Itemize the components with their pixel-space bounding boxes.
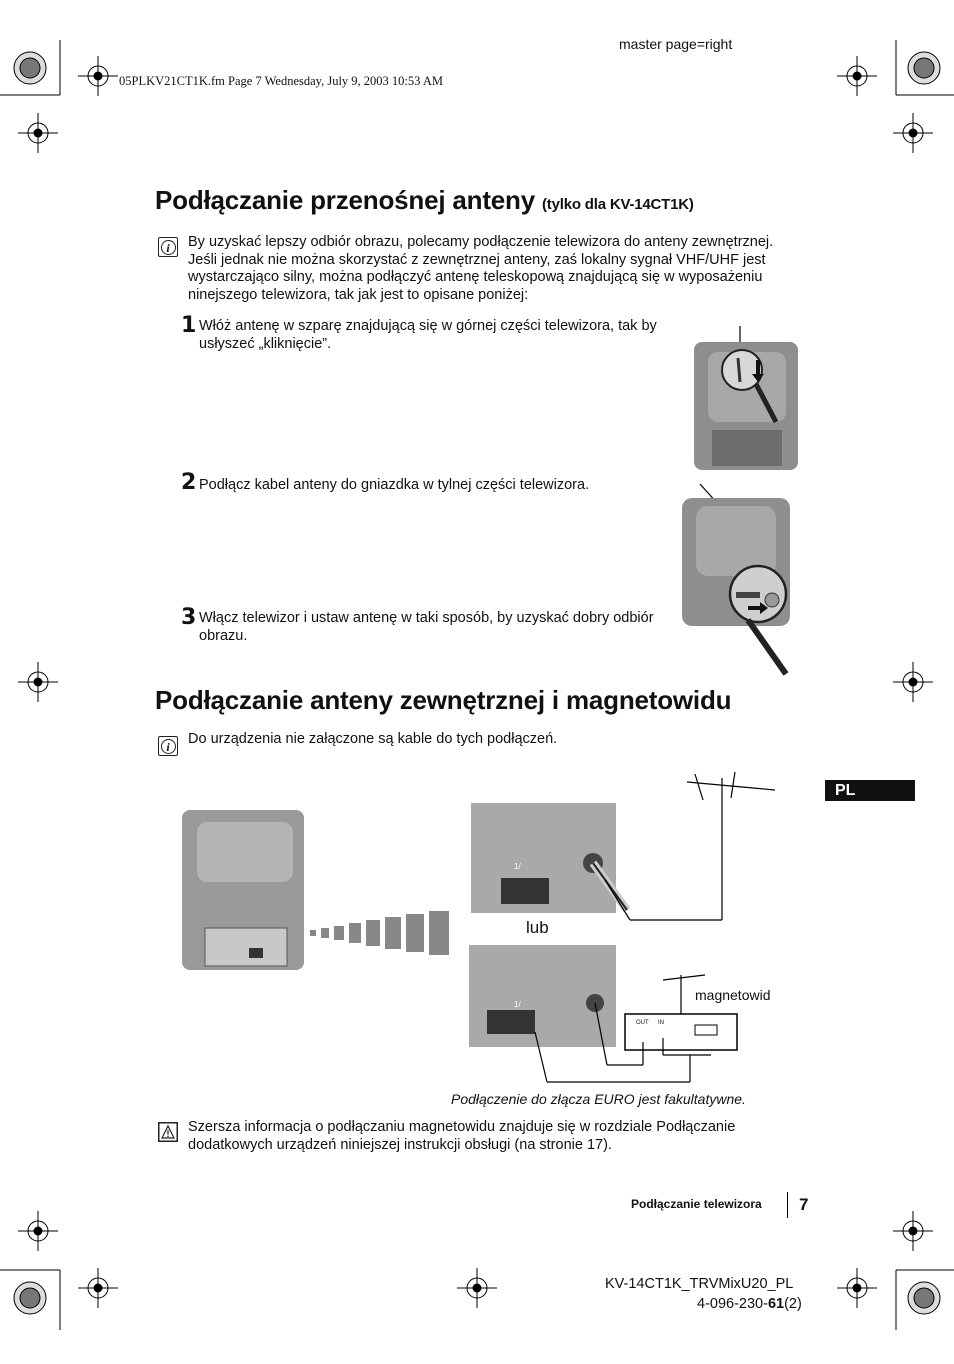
page-number: 7 xyxy=(799,1195,809,1214)
label-or: lub xyxy=(526,918,549,937)
part-number-prefix: 4-096-230- xyxy=(697,1296,768,1312)
step-number: 1 xyxy=(181,313,197,338)
warning-text: Szersza informacja o podłączaniu magnetowidu znajduje się w rozdziale Podłączanie dodatkowych urządzeń niniejszej instrukcji obsługi (na stronie 17). xyxy=(188,1119,736,1153)
tv-cable-connect-illustration xyxy=(678,478,798,678)
step-number: 3 xyxy=(181,605,197,630)
scart-label: 1/ xyxy=(514,1000,521,1009)
connection-diagram xyxy=(175,770,785,1090)
section-title-portable-antenna xyxy=(155,185,694,216)
footer-divider xyxy=(787,1192,788,1218)
master-page-label: master page=right xyxy=(619,36,733,52)
step-number: 2 xyxy=(181,470,197,495)
diagram-caption: Podłączenie do złącza EURO jest fakultatywne. xyxy=(451,1091,746,1107)
part-number-bold: 61 xyxy=(767,1296,785,1312)
step-text: Włącz telewizor i ustaw antenę w taki sposób, by uzyskać dobry odbiór obrazu. xyxy=(199,610,654,644)
section-title-external-antenna-vcr: Podłączanie anteny zewnętrznej i magnetowidu xyxy=(155,685,732,715)
file-info: 05PLKV21CT1K.fm Page 7 Wednesday, July 9, 2003 10:53 AM xyxy=(119,74,443,88)
warning-triangle-icon xyxy=(158,1122,178,1142)
info-icon: i xyxy=(158,736,178,756)
label-vcr-out: OUT xyxy=(636,1020,649,1026)
footer-section-name: Podłączanie telewizora xyxy=(631,1197,762,1211)
part-number xyxy=(697,1296,802,1312)
label-vcr-in: IN xyxy=(658,1020,664,1026)
info-paragraph: By uzyskać lepszy odbiór obrazu, polecamy podłączenie telewizora do anteny zewnętrznej. Jeśli jednak nie można skorzystać z zewnętrznej anteny, zaś lokalny sygnał VHF/UHF jest wystarczająco silny, można podłączyć antenę teleskopową znajdującą się w wyposażeniu ninejszego telewizora, tak jak jest to opisane poniżej: xyxy=(188,234,774,303)
title-suffix: (tylko dla KV-14CT1K) xyxy=(542,196,694,213)
label-vcr: magnetowid xyxy=(695,987,771,1003)
step-text: Włóż antenę w szparę znajdującą się w górnej części telewizora, tak by usłyszeć „kliknięcie”. xyxy=(199,318,657,352)
model-code: KV-14CT1K_TRVMixU20_PL xyxy=(605,1276,794,1292)
title-main: Podłączanie przenośnej anteny xyxy=(155,185,535,215)
info-icon: i xyxy=(158,237,178,257)
scart-label: 1/ xyxy=(514,862,521,871)
part-number-suffix: (2) xyxy=(784,1296,802,1312)
info-note: Do urządzenia nie załączone są kable do tych podłączeń. xyxy=(188,731,558,747)
step-text: Podłącz kabel anteny do gniazdka w tylnej części telewizora. xyxy=(199,477,590,493)
tv-antenna-insert-illustration xyxy=(690,322,800,474)
language-tab: PL xyxy=(825,780,915,801)
